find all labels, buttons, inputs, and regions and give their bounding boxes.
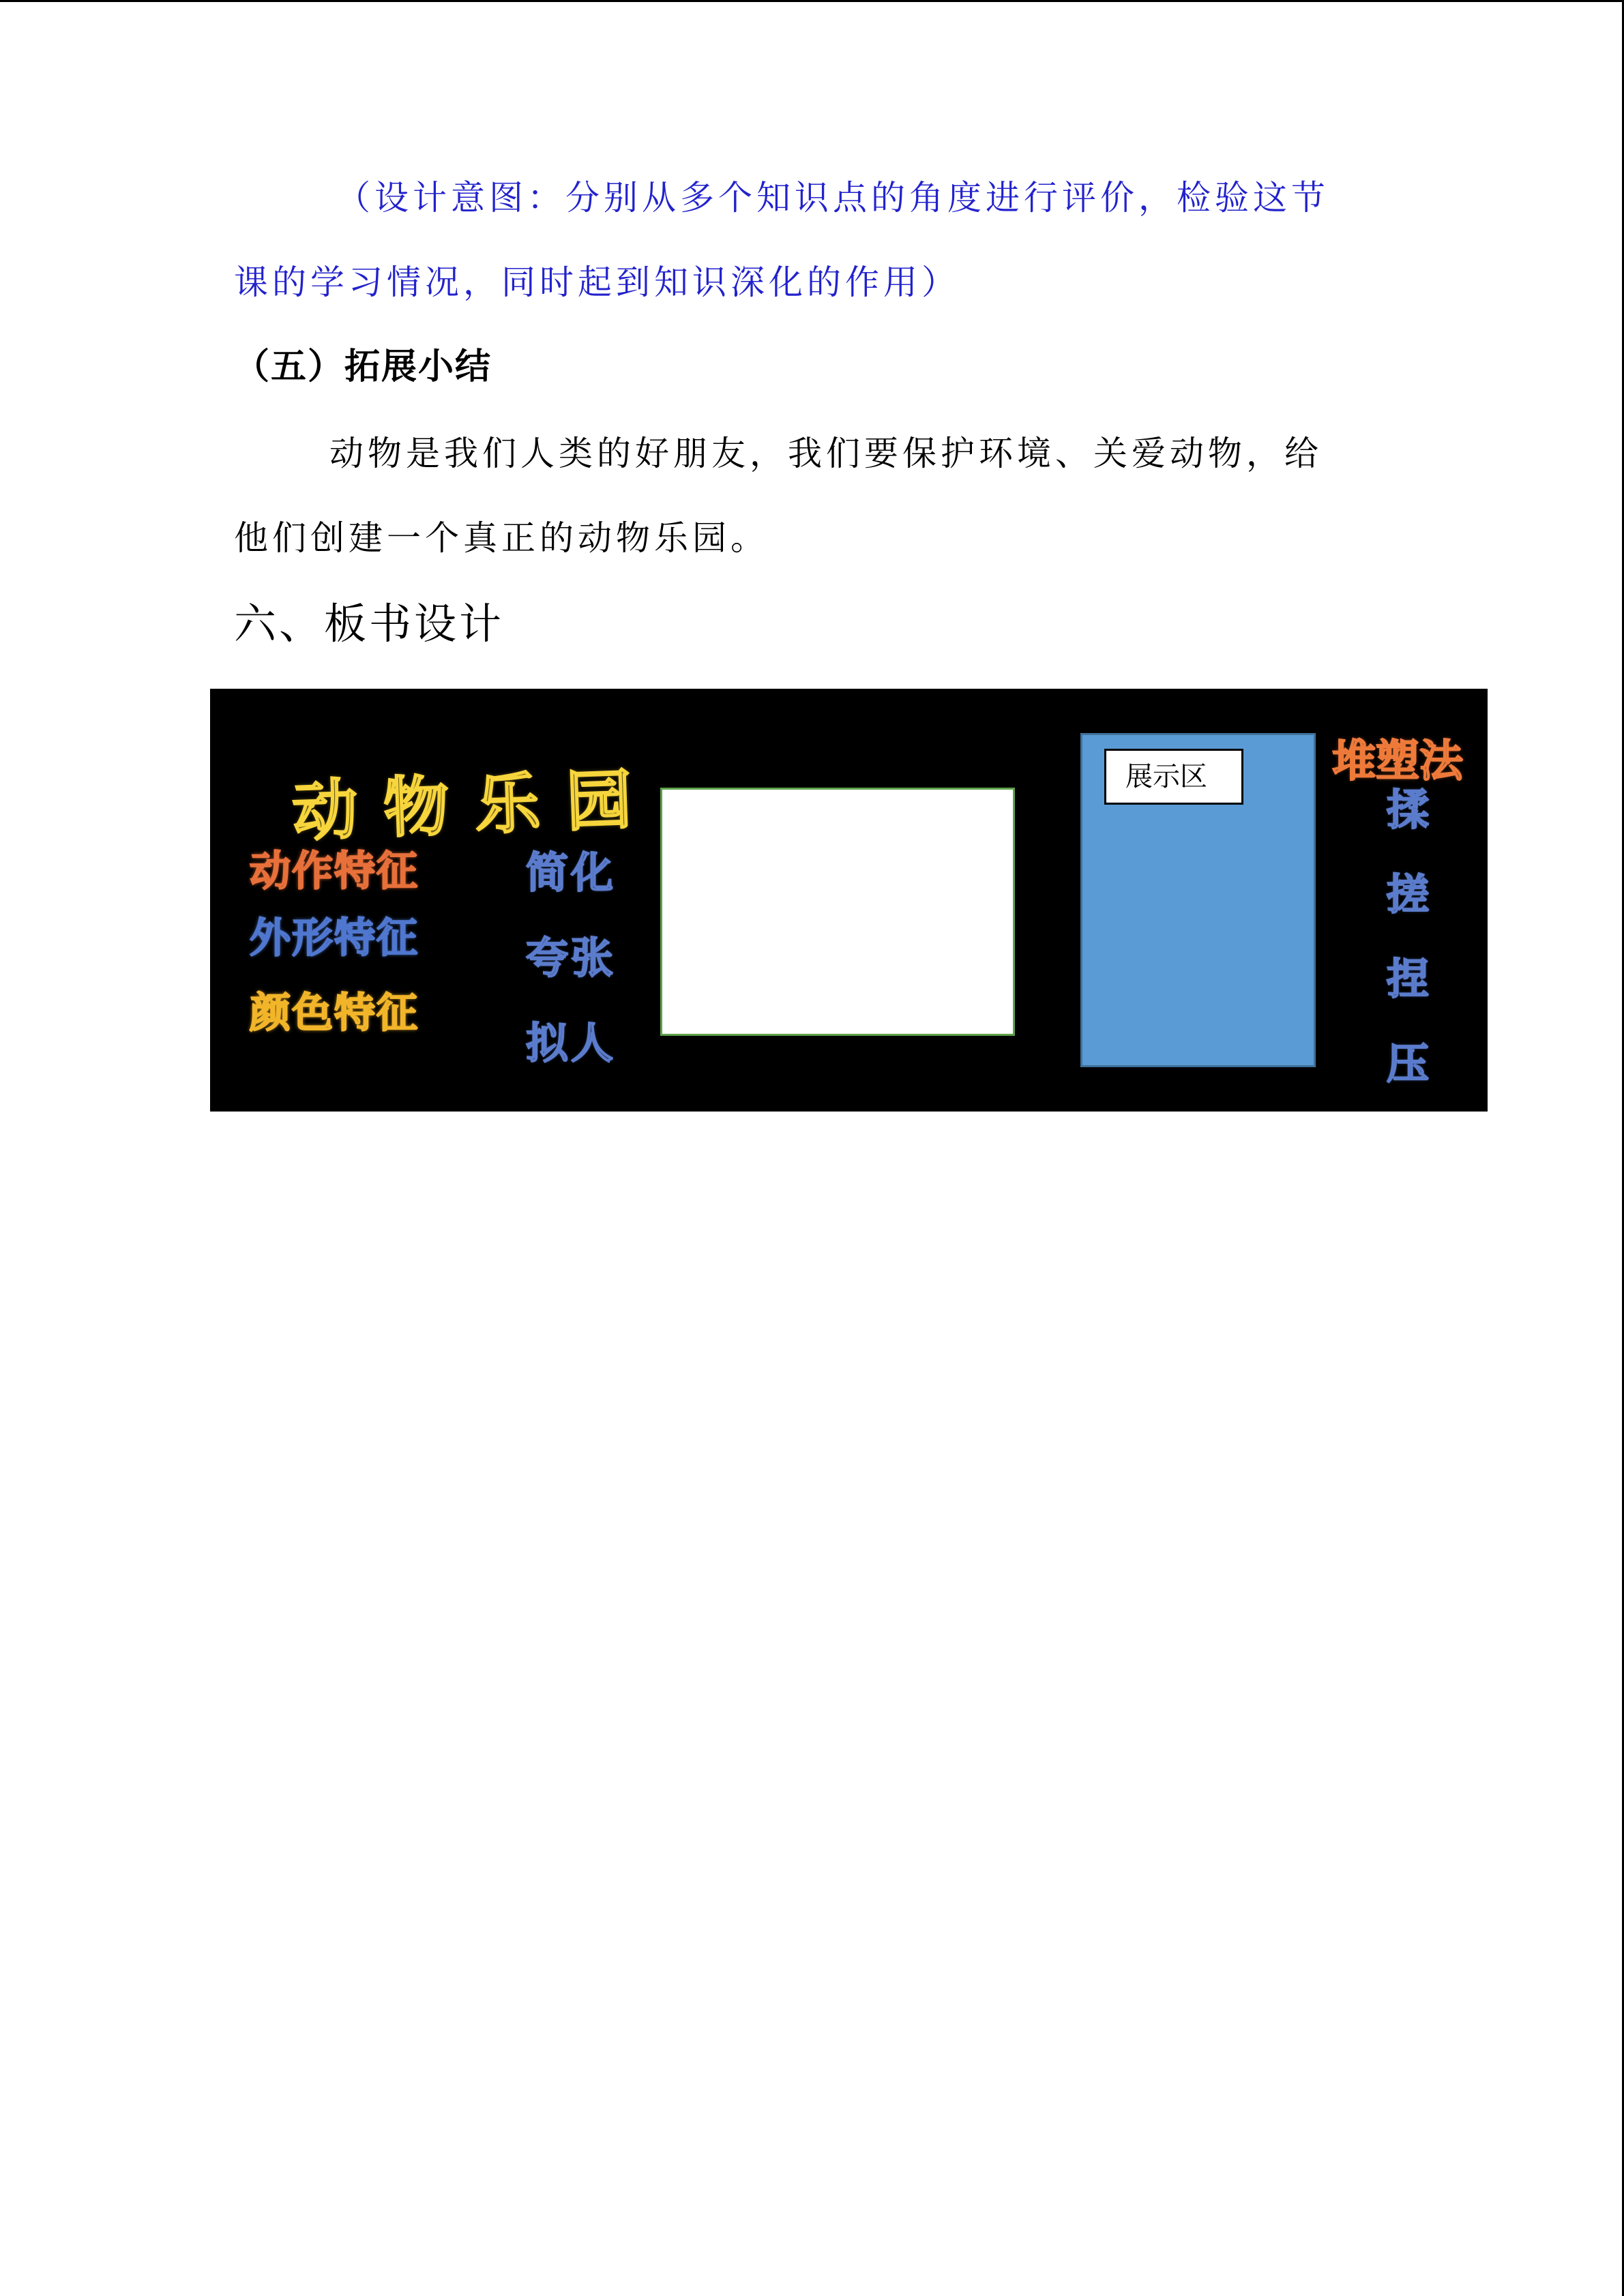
feature-action: 动作特征 [250,848,419,895]
method-title: 堆塑法 [1332,736,1463,787]
method-roll: 搓 [1387,869,1430,919]
technique-personify: 拟人 [526,1018,617,1068]
display-area-label: 展示区 [1104,749,1243,805]
summary-paragraph: 动物是我们人类的好朋友，我们要保护环境、关爱动物，给他们创建一个真正的动物乐园。 [234,434,1323,558]
section-6-heading: 六、板书设计 [234,599,505,648]
display-area-panel [1080,733,1316,1067]
method-knead: 揉 [1387,785,1430,835]
blackboard-design [210,689,1488,1112]
blank-white-board [660,788,1015,1036]
board-title: 动物乐园 [291,760,660,850]
technique-exaggerate: 夸张 [526,933,617,983]
feature-appearance: 外形特征 [250,914,419,962]
technique-simplify: 简化 [526,848,617,897]
method-press: 压 [1387,1039,1430,1088]
method-pinch: 捏 [1387,954,1430,1004]
feature-color: 颜色特征 [250,989,419,1037]
section-5-heading: （五）拓展小结 [234,346,492,387]
page-border-top [0,0,1624,2]
design-intent-paragraph: （设计意图：分别从多个知识点的角度进行评价，检验这节课的学习情况，同时起到知识深化的作用） [234,178,1329,302]
